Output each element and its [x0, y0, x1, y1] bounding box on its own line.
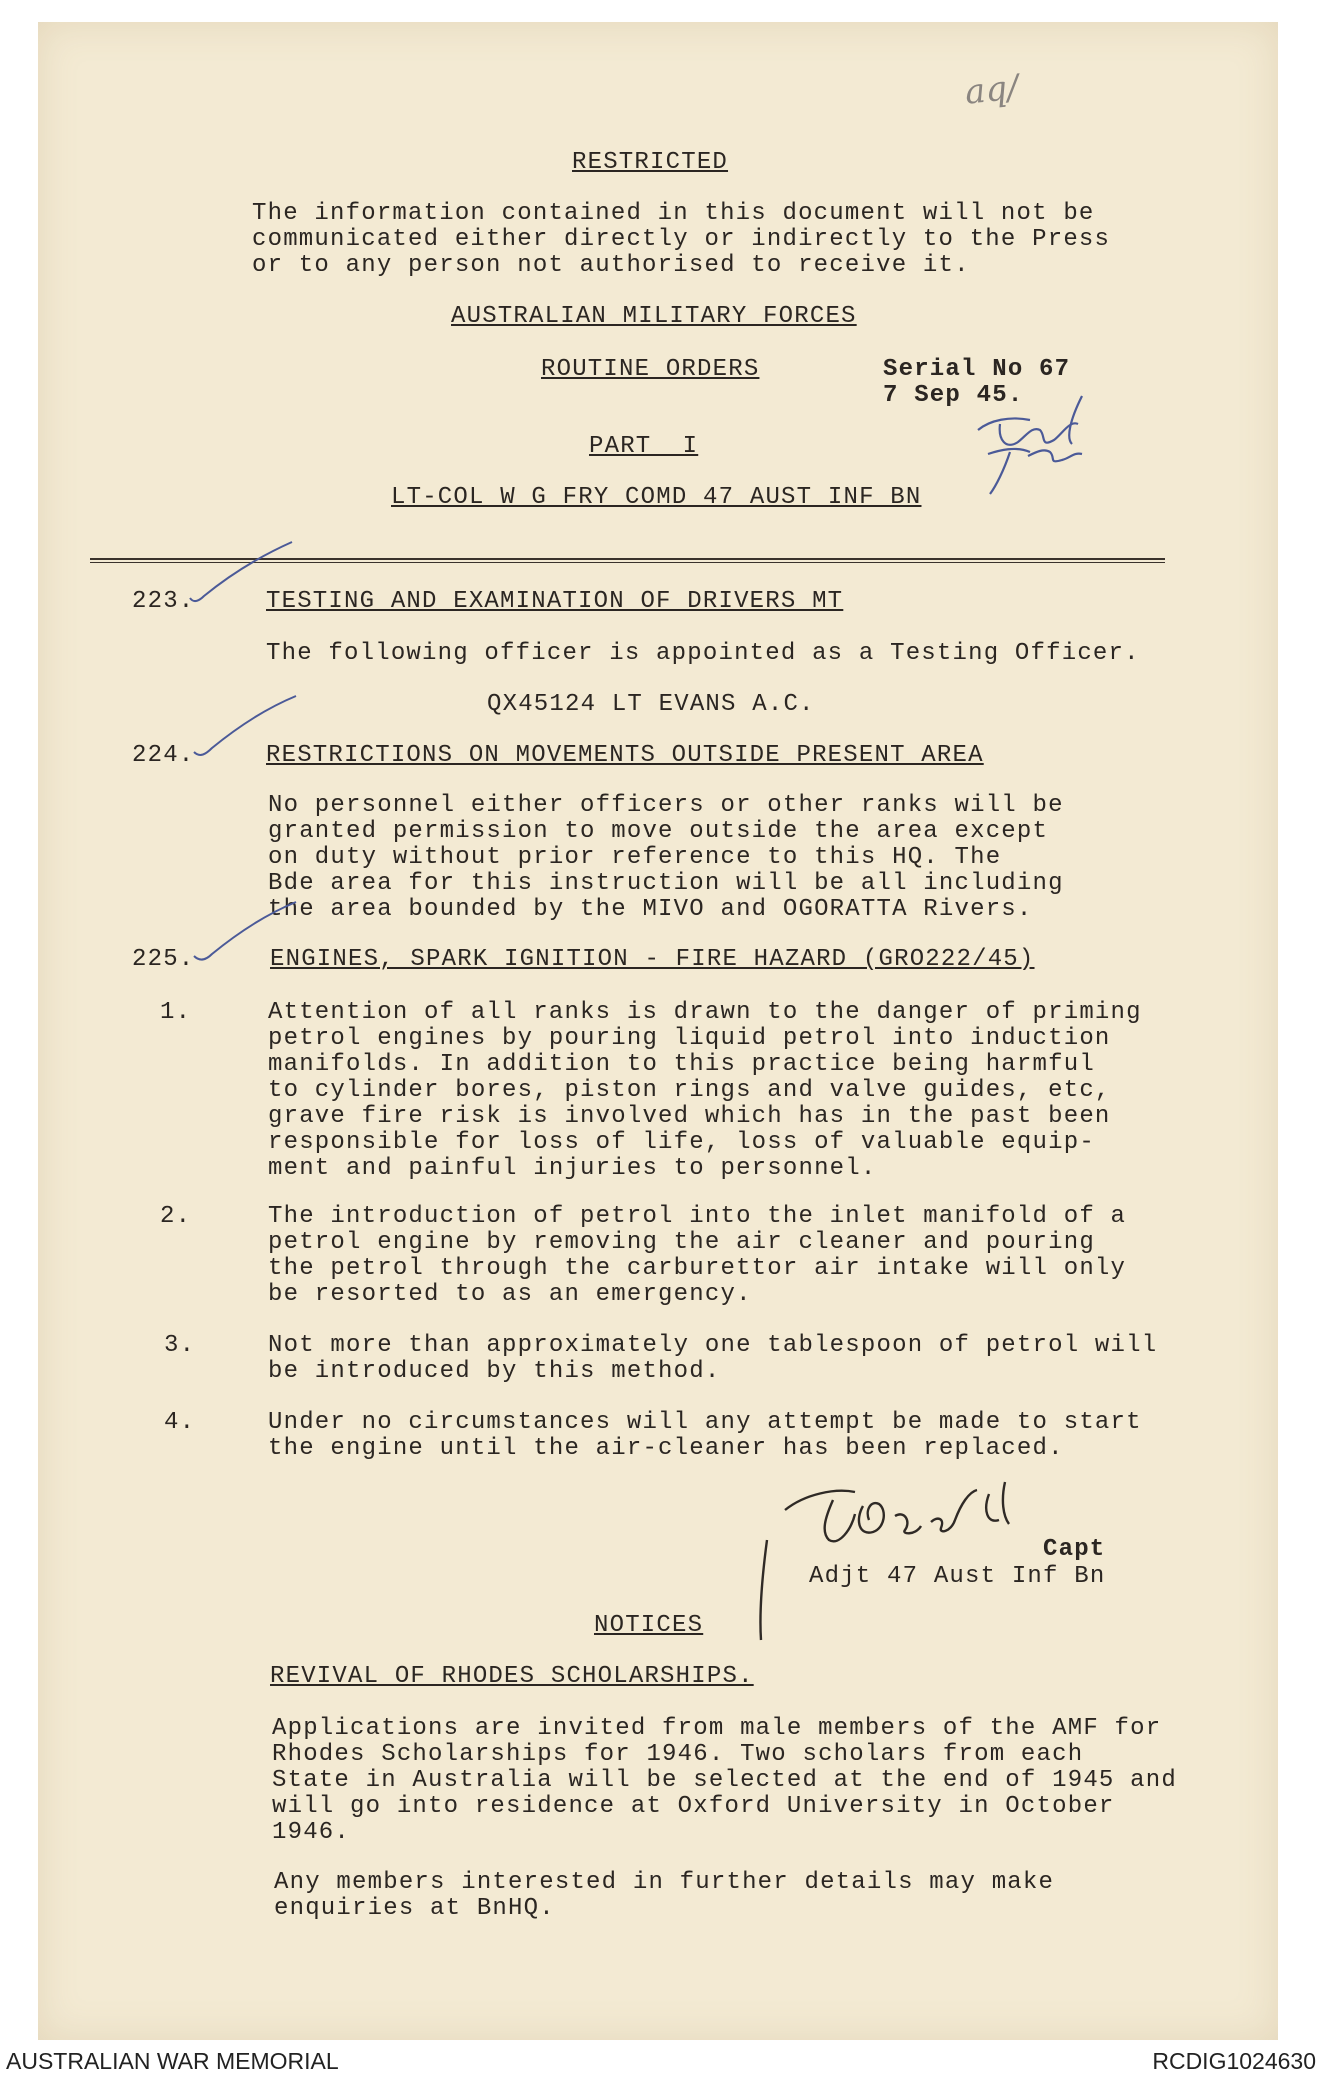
order-body: The following officer is appointed as a Testing Officer.: [266, 640, 1140, 667]
organisation-heading: AUSTRALIAN MILITARY FORCES: [451, 303, 857, 330]
pencil-note: aq/: [963, 67, 1021, 113]
order-paragraph: Under no circumstances will any attempt be made to start the engine until the air-cleaner has been replaced.: [268, 1409, 1142, 1462]
archive-reference: RCDIG1024630: [1152, 2048, 1316, 2074]
document-type-heading: ROUTINE ORDERS: [541, 356, 760, 383]
restriction-notice: The information contained in this document will not be communicated either directly or indirectly to the Press or to any person not authorised to receive it.: [252, 200, 1111, 279]
order-body: No personnel either officers or other ranks will be granted permission to move outside the area except on duty without prior reference to this HQ. The Bde area for this instruction will be all including the area bounded by the MIVO and OGORATTA Rivers.: [268, 792, 1064, 923]
order-number: 223.: [132, 588, 195, 615]
serial-number: Serial No 67: [883, 356, 1071, 383]
indexed-signature: [970, 390, 1120, 500]
order-paragraph: The introduction of petrol into the inlet manifold of a petrol engine by removing the air cleaner and pouring the petrol through the carburettor air intake will only be resorted to as an emergency.: [268, 1203, 1127, 1308]
order-paragraph: Attention of all ranks is drawn to the danger of priming petrol engines by pouring liquid petrol into induction manifolds. In addition to this practice being harmful to cylinder bores, piston rings and valve guides, etc, grave fire risk is involved which has in the past been responsible for loss of life, loss of valuable equip- ment and painful injuries to personnel.: [268, 999, 1142, 1182]
notice-title: REVIVAL OF RHODES SCHOLARSHIPS.: [270, 1663, 754, 1690]
order-title: TESTING AND EXAMINATION OF DRIVERS MT: [266, 588, 844, 615]
notice-paragraph: Applications are invited from male members of the AMF for Rhodes Scholarships for 1946. Two scholars from each State in Australia will be selected at the end of 1945 and will go into residence at Oxford University in October 1946.: [272, 1715, 1177, 1846]
notices-heading: NOTICES: [594, 1612, 704, 1639]
order-number: 225.: [132, 946, 195, 973]
signatory-rank: Capt: [1043, 1536, 1106, 1563]
order-paragraph: Not more than approximately one tablespoon of petrol will be introduced by this method.: [268, 1332, 1158, 1385]
archive-name: AUSTRALIAN WAR MEMORIAL: [6, 2048, 339, 2074]
signatory-appointment: Adjt 47 Aust Inf Bn: [809, 1563, 1106, 1590]
paragraph-number: 3.: [164, 1332, 196, 1359]
order-title: ENGINES, SPARK IGNITION - FIRE HAZARD (GRO222/45): [270, 946, 1035, 973]
paragraph-number: 4.: [164, 1409, 196, 1436]
commander-heading: LT-COL W G FRY COMD 47 AUST INF BN: [391, 484, 922, 511]
paragraph-number: 2.: [160, 1203, 192, 1230]
document-date: 7 Sep 45.: [883, 382, 1024, 409]
classification-heading: RESTRICTED: [572, 149, 729, 176]
order-detail: QX45124 LT EVANS A.C.: [487, 691, 815, 718]
paragraph-number: 1.: [160, 999, 192, 1026]
part-heading: PART I: [589, 433, 699, 460]
order-number: 224.: [132, 742, 195, 769]
notice-paragraph: Any members interested in further details may make enquiries at BnHQ.: [274, 1869, 1055, 1922]
order-title: RESTRICTIONS ON MOVEMENTS OUTSIDE PRESENT AREA: [266, 742, 984, 769]
